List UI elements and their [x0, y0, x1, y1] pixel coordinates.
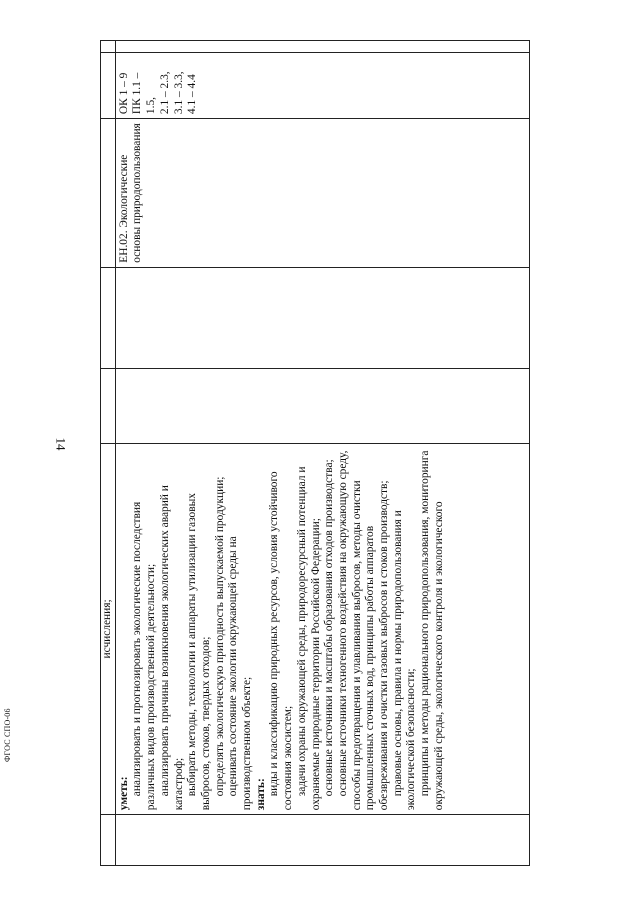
cell-empty — [101, 119, 116, 268]
cell-empty — [101, 267, 116, 369]
cell-code-empty — [115, 815, 529, 866]
content-line: задачи охраны окружающей среды, природоресурсный потенциал и охраняемые природные территории Российской Федерации; — [295, 466, 322, 811]
discipline-cell: ЕН.02. Экологические основы природопользования — [115, 119, 529, 268]
section-heading: знать: — [254, 778, 267, 811]
content-line: принципы и методы рационального природопользования, мониторинга окружающей среды, экологического контроля и экологического — [419, 450, 445, 811]
cell-code-empty — [101, 815, 116, 866]
content-line: выбирать методы, технологии и аппараты утилизации газовых выбросов, стоков, твердых отходов; — [186, 493, 212, 811]
content-line: анализировать причины возникновения экологических аварий и катастроф; — [158, 485, 185, 811]
footer-standard-code: ФГОС СПО-06 — [3, 708, 12, 762]
cell-empty — [101, 369, 116, 443]
content-line: правовые основы, правила и нормы природопользования и экологической безопасности; — [391, 510, 418, 811]
content-line: основные источники техногенного воздействия на окружающую среду, способы предотвращения и улавливания выбросов, методы очистки промышленных сточных вод, принципы работы аппаратов обезвреживания и очистки газовых выбросов и стоков производств; — [336, 450, 391, 811]
cell-empty — [101, 41, 116, 53]
content-line: виды и классификацию природных ресурсов, условия устойчивого состояния экосистем; — [268, 471, 295, 811]
competency-code: 3.1 – 3.3, — [172, 71, 185, 115]
cell-empty — [101, 53, 116, 119]
competency-code: ОК 1 – 9 — [117, 72, 130, 115]
competencies-cell — [115, 53, 529, 119]
table-sheet — [100, 40, 530, 866]
content-line: оценивать состояние экологии окружающей среды на производственном объекте; — [227, 536, 254, 811]
table-row-discipline — [115, 41, 529, 866]
skills-knowledge-cell — [115, 443, 529, 815]
competency-code: ПК 1.1 – 1.5, — [131, 72, 158, 115]
cell-empty — [115, 41, 529, 53]
competency-code: 2.1 – 2.3, — [158, 71, 171, 115]
cell-hours-required — [115, 267, 529, 369]
continuation-text: исчисления; — [101, 443, 116, 815]
section-heading: уметь: — [117, 776, 130, 811]
content-line: определять экологическую пригодность выпускаемой продукции; — [213, 476, 226, 797]
table-row-continuation — [101, 41, 116, 866]
content-line: основные источники и масштабы образования отходов производства; — [323, 459, 336, 797]
content-line: анализировать и прогнозировать экологические последствия различных видов производственной деятельности; — [131, 501, 158, 811]
page-number: 14 — [53, 437, 69, 451]
competency-table — [100, 40, 530, 866]
cell-hours-max — [115, 369, 529, 443]
competency-code: 4.1 – 4.4 — [186, 74, 199, 115]
